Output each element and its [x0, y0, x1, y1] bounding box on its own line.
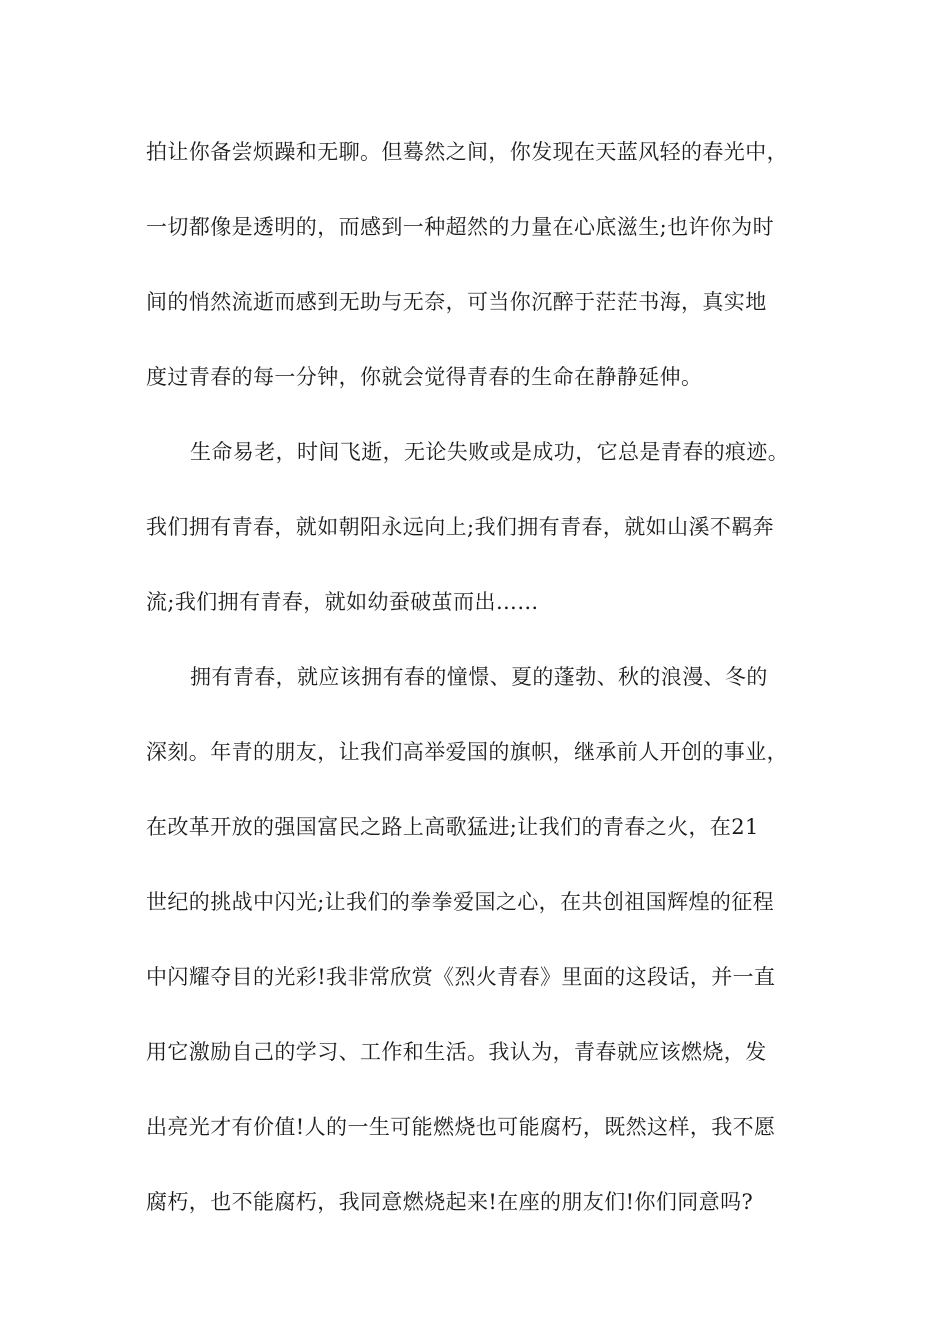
paragraph-start-line: 拥有青春，就应该拥有春的憧憬、夏的蓬勃、秋的浪漫、冬的 [190, 665, 768, 689]
text-line: 一切都像是透明的，而感到一种超然的力量在心底滋生;也许你为时 [146, 215, 775, 239]
text-line: 腐朽，也不能腐朽，我同意燃烧起来!在座的朋友们!你们同意吗? [146, 1190, 754, 1214]
text-line: 度过青春的每一分钟，你就会觉得青春的生命在静静延伸。 [146, 365, 703, 389]
text-line: 拍让你备尝烦躁和无聊。但蓦然之间，你发现在天蓝风轻的春光中， [146, 140, 788, 164]
text-line: 我们拥有青春，就如朝阳永远向上;我们拥有青春，就如山溪不羁奔 [146, 515, 775, 539]
text-line: 间的悄然流逝而感到无助与无奈，可当你沉醉于茫茫书海，真实地 [146, 290, 767, 314]
text-line: 流;我们拥有青春，就如幼蚕破茧而出…… [146, 590, 539, 614]
text-line: 用它激励自己的学习、工作和生活。我认为，青春就应该燃烧，发 [146, 1040, 767, 1064]
text-line: 出亮光才有价值!人的一生可能燃烧也可能腐朽，既然这样，我不愿 [146, 1115, 776, 1139]
document-body [146, 126, 810, 1251]
text-line: 深刻。年青的朋友，让我们高举爱国的旗帜，继承前人开创的事业， [146, 740, 788, 764]
text-line: 在改革开放的强国富民之路上高歌猛进;让我们的青春之火，在21 [146, 815, 759, 839]
text-line: 世纪的挑战中闪光;让我们的拳拳爱国之心，在共创祖国辉煌的征程 [146, 890, 775, 914]
text-line: 中闪耀夺目的光彩!我非常欣赏《烈火青春》里面的这段话，并一直 [146, 965, 776, 989]
paragraph-start-line: 生命易老，时间飞逝，无论失败或是成功，它总是青春的痕迹。 [190, 440, 790, 464]
